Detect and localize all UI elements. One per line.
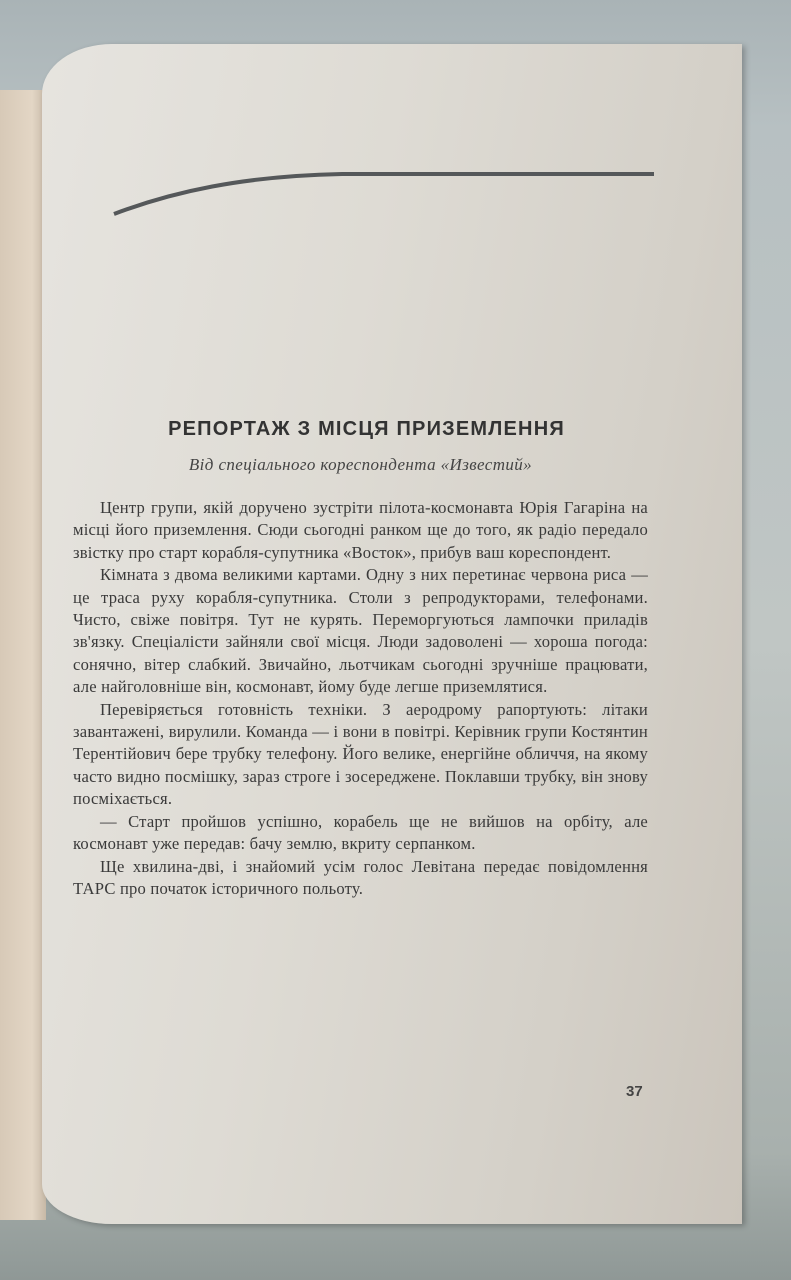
- paragraph: Перевіряється готовність техніки. З аеродрому рапортують: літаки завантажені, вирулили. Команда — і вони в повітрі. Керівник групи Костянтин Терентійович бере трубку телефону. Його велике, енергійне обличчя, на якому часто видно посмішку, зараз строге і зосереджене. Поклавши трубку, він знову посміхається.: [73, 699, 648, 809]
- decorative-rule: [112, 164, 664, 224]
- paragraph: Кімната з двома великими картами. Одну з них перетинає червона риса — це траса руху корабля-супутника. Столи з репродукторами, телефонами. Чисто, свіже повітря. Тут не курять. Переморгуються лампочки приладів зв'язку. Спеціалісти зайняли свої місця. Люди задоволені — хороша погода: сонячно, вітер слабкий. Звичайно, льотчикам сьогодні зручніше працювати, але найголовніше він, космонавт, йому буде легше приземлятися.: [73, 565, 648, 697]
- article: [73, 418, 648, 900]
- article-byline: Від спеціального кореспондента «Известий»: [188, 455, 533, 474]
- facing-page-edge: [0, 90, 46, 1220]
- paragraph: Центр групи, якій доручено зустріти пілота-космонавта Юрія Гагаріна на місці його приземлення. Сюди сьогодні ранком ще до того, як радіо передало звістку про старт корабля-супутника «Восток», прибув ваш кореспондент.: [73, 498, 648, 562]
- paragraph: — Старт пройшов успішно, корабель ще не вийшов на орбіту, але космонавт уже передав: бачу землю, вкриту серпанком.: [73, 811, 648, 854]
- page-number: 37: [626, 1083, 643, 1100]
- paragraph: Ще хвилина-дві, і знайомий усім голос Левітана передає повідомлення ТАРС про початок історичного польоту.: [73, 856, 648, 898]
- article-title: РЕПОРТАЖ З МІСЦЯ ПРИЗЕМЛЕННЯ: [168, 418, 565, 440]
